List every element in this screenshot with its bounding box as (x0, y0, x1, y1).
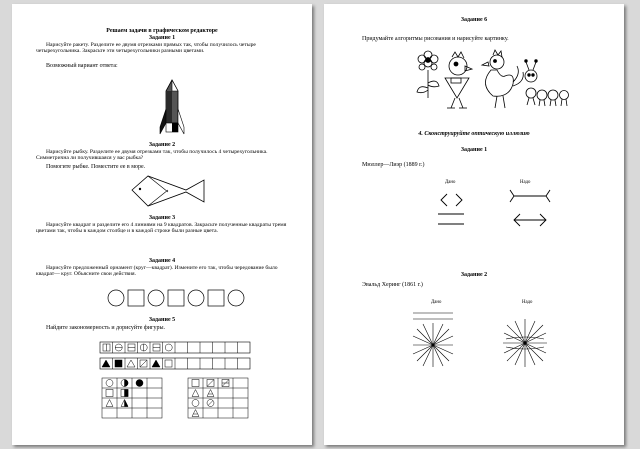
task2-text2: Помогите рыбке. Поместите ее в море. (46, 164, 146, 170)
task5-heading: Задание 5 (148, 317, 176, 323)
right-page (324, 4, 624, 445)
illusion2-author: Эвальд Херинг (1861 г.) (362, 282, 423, 288)
task1-text: Нарисуйте ракету. Разделите ее двумя отрезками прямых так, чтобы получилось четыре четырехугольника. Закрасьте эти четырехугольники разными цветами. (36, 42, 256, 55)
muller-lyer-figure (436, 190, 556, 230)
task4-heading: Задание 4 (148, 258, 176, 264)
ornament-circle-square (107, 288, 257, 308)
task4-text: Нарисуйте предложенный орнамент (круг—квадрат). Измените его так, чтобы чередование было квадрат— круг. Объясните свои действия. (36, 265, 278, 278)
task5-text: Найдите закономерность и дорисуйте фигуры. (46, 325, 165, 331)
worksheet-title: Решаем задачи в графическом редакторе (106, 28, 218, 34)
illusion2-label-given: Дано (431, 300, 442, 305)
illusion2-heading: Задание 2 (460, 272, 488, 278)
task6-heading: Задание 6 (460, 17, 488, 23)
task3-heading: Задание 3 (148, 215, 176, 221)
task2-heading: Задание 2 (148, 142, 176, 148)
fish-figure (130, 172, 210, 210)
task1-answer-label: Возможный вариант ответа: (46, 63, 118, 69)
illusion1-heading: Задание 1 (460, 147, 488, 153)
illusion2-label-needed: Надо (522, 300, 533, 305)
illusion1-label-needed: Надо (520, 180, 531, 185)
pattern-tables (100, 342, 250, 420)
left-page (12, 4, 312, 445)
illusion1-label-given: Дано (445, 180, 456, 185)
hering-figure (408, 309, 558, 371)
task2-text: Нарисуйте рыбку. Разделите ее двумя отрезками так, чтобы получилось 4 четырехугольника. Симметрична ли получившаяся у вас рыбка? (36, 149, 268, 162)
task6-text: Придумайте алгоритмы рисования и нарисуйте картинку. (362, 36, 509, 42)
task3-text: Нарисуйте квадрат и разделите его 4 линиями на 9 квадратов. Закрасьте полученные квадраты тремя цветами так, чтобы в каждом столбце и в каждой строке были разные цвета. (36, 222, 287, 235)
section-title: 4. Сконструируйте оптическую иллюзию (418, 131, 530, 137)
task1-heading: Задание 1 (148, 35, 176, 41)
illusion1-author: Мюллер—Лиэр (1889 г.) (362, 162, 425, 168)
shapes-picture (409, 48, 569, 116)
rocket-figure (157, 79, 187, 137)
